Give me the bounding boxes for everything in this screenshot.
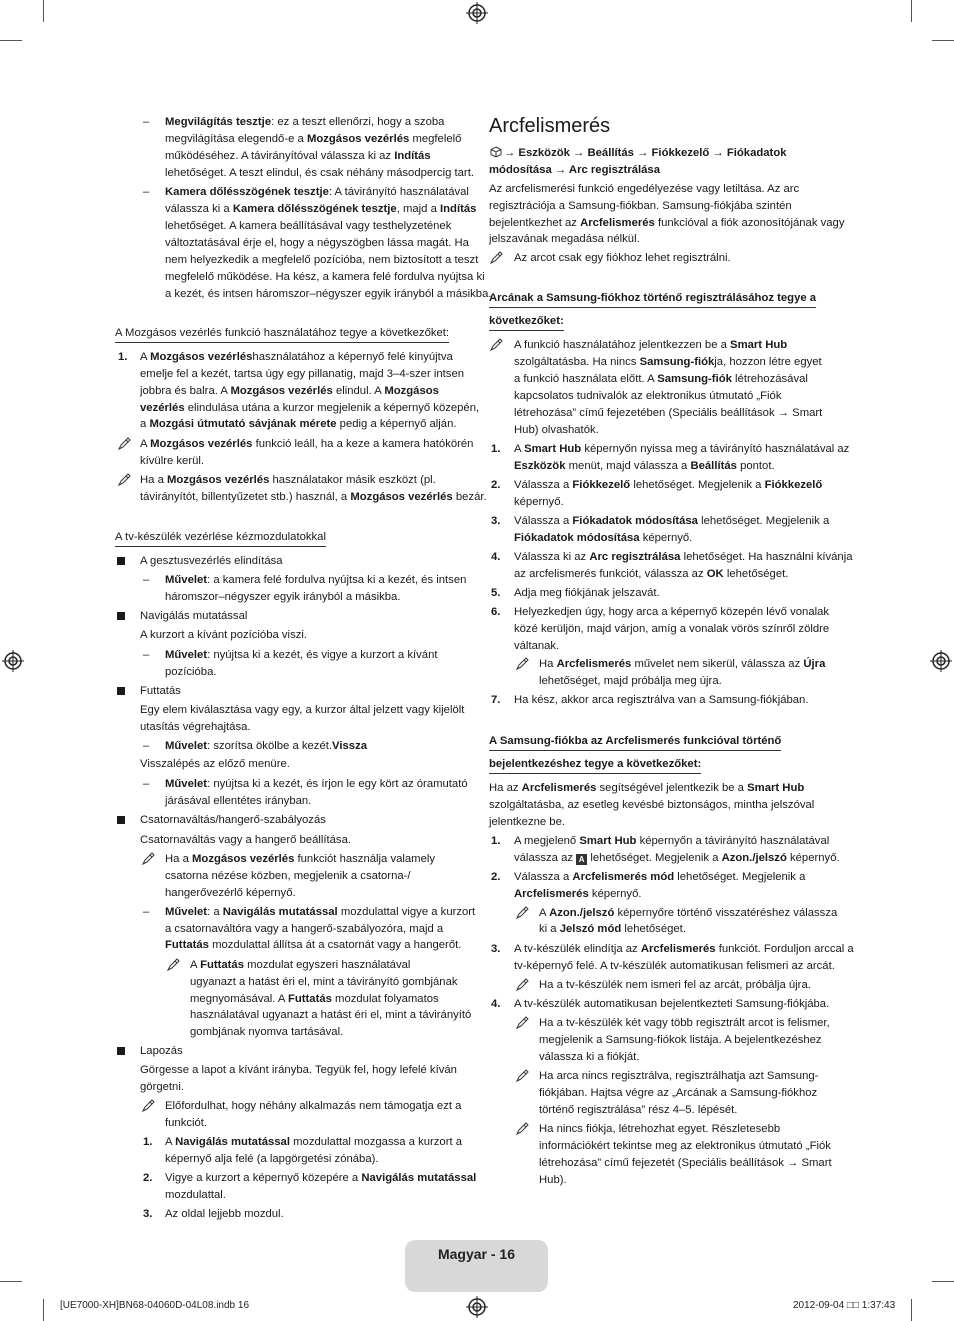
dash: – bbox=[143, 740, 150, 752]
text-line: szolgáltatásba. Ha nincs Samsung-fiókja, hozzon létre egyet bbox=[514, 356, 822, 368]
note-pencil-icon bbox=[166, 958, 180, 972]
text-line: Adja meg fiókjának jelszavát. bbox=[514, 587, 660, 599]
note-pencil-icon bbox=[141, 852, 155, 866]
text-line: Eszközök menüt, majd válassza a Beállítás pontot. bbox=[514, 460, 775, 472]
text-line: ugyanazt a hatást éri el, mint a távirányító gombjának bbox=[190, 976, 458, 988]
text-line: görgetni. bbox=[140, 1081, 184, 1093]
menu-icon bbox=[490, 146, 502, 158]
text-line: a csatornaváltóra vagy a hangerő-szabályozóra, majd a bbox=[165, 923, 444, 935]
text-line: A funkció használatához jelentkezzen be a Smart Hub bbox=[514, 339, 788, 351]
text-line: A Smart Hub képernyőn nyissa meg a távirányító használatával az bbox=[514, 443, 850, 455]
text-line: távirányítót, billentyűzetet stb.) használ, a Mozgásos vezérlés bezár. bbox=[140, 491, 487, 503]
text-line: Fiókadatok módosítása képernyő. bbox=[514, 532, 693, 544]
text-line: A Navigálás mutatással mozdulattal mozgassa a kurzort a bbox=[165, 1136, 463, 1148]
text-line: megnyomásával. A Futtatás mozdulat folyamatos bbox=[190, 993, 439, 1005]
a-button-icon: A bbox=[576, 854, 587, 865]
text-line: kapcsolatos tudnivalók az elektronikus útmutató „Fiók bbox=[514, 390, 782, 402]
section-heading: A tv-készülék vezérlése kézmozdulatokkal bbox=[115, 529, 326, 547]
text-line: gombjának nyomva tartásával. bbox=[190, 1026, 344, 1038]
left-column bbox=[0, 0, 492, 1240]
text-line: hangerővezérlő képernyő. bbox=[165, 887, 296, 899]
note-pencil-icon bbox=[515, 978, 529, 992]
text-line: Művelet: nyújtsa ki a kezét, és írjon le egy kört az óramutató bbox=[165, 778, 468, 790]
file-info: [UE7000-XH]BN68-04060D-04L08.indb 16 bbox=[60, 1300, 250, 1311]
bullet-square bbox=[117, 612, 125, 620]
text-line: jelentkezne be. bbox=[489, 816, 565, 828]
text-line: Hub). bbox=[539, 1174, 567, 1186]
dash: – bbox=[143, 906, 150, 918]
dash: – bbox=[143, 574, 150, 586]
list-item: Navigálás mutatással bbox=[140, 610, 248, 622]
text-line: Az oldal lejjebb mozdul. bbox=[165, 1208, 284, 1220]
text-line: a funkció használata előtt. A Samsung-fiók létrehozásával bbox=[514, 373, 808, 385]
crop-mark bbox=[932, 1281, 954, 1282]
text-line: Válassza a Arcfelismerés mód lehetőséget. Megjelenik a bbox=[514, 871, 806, 883]
text-line: létrehozása” című fejezetét (Speciális beállítások → Smart bbox=[539, 1157, 832, 1169]
step-number: 4. bbox=[491, 551, 501, 563]
text-line: Vigye a kurzort a képernyő közepére a Navigálás mutatással bbox=[165, 1172, 477, 1184]
step-number: 1. bbox=[118, 351, 128, 363]
section-heading: következőket: bbox=[489, 313, 564, 331]
text-line: Ha Arcfelismerés művelet nem sikerül, válassza az Újra bbox=[539, 658, 826, 670]
text-line: Ha arca nincs regisztrálva, regisztrálhatja azt Samsung- bbox=[539, 1070, 819, 1082]
text-line: a kezét, és intsen háromszor–négyszer egyik irányból a másikba. bbox=[165, 288, 492, 300]
text-line: Válassza ki az Arc regisztrálása lehetőséget. Ha használni kívánja bbox=[514, 551, 853, 563]
section-heading: A Mozgásos vezérlés funkció használatához tegye a következőket: bbox=[115, 325, 449, 343]
menu-path: → Eszközök → Beállítás → Fiókkezelő → Fiókadatok bbox=[504, 147, 787, 159]
text-line: regisztrációja a Samsung-fiókban. Samsung-fiókjába szintén bbox=[489, 200, 792, 212]
text-line: Helyezkedjen úgy, hogy arca a képernyő közepén lévő vonalak bbox=[514, 606, 830, 618]
text-line: Művelet: nyújtsa ki a kezét, és vigye a kurzort a kívánt bbox=[165, 649, 438, 661]
dash: – bbox=[143, 778, 150, 790]
dash: – bbox=[143, 116, 150, 128]
bullet-square bbox=[117, 687, 125, 695]
text-line: emelje fel a kezét, tartsa úgy egy pillanatig, majd 3–4-szer intsen bbox=[140, 368, 465, 380]
step-number: 5. bbox=[491, 587, 501, 599]
crop-mark bbox=[0, 1281, 22, 1282]
step-number: 3. bbox=[491, 943, 501, 955]
text-line: A megjelenő Smart Hub képernyőn a távirányító használatával bbox=[514, 835, 830, 847]
section-heading: A Samsung-fiókba az Arcfelismerés funkcióval történő bbox=[489, 733, 781, 751]
text-line: Egy elem kiválasztása vagy egy, a kurzor által jelzett vagy kijelölt bbox=[140, 704, 465, 716]
text-line: létrehozása” című fejezetében (Speciális beállítások → Smart bbox=[514, 407, 823, 419]
text-line: válassza ki a Kamera dőlésszögének tesztje, majd a Indítás bbox=[165, 203, 477, 215]
note-pencil-icon bbox=[117, 473, 131, 487]
text-line: utasítás végrehajtása. bbox=[140, 721, 251, 733]
text-line: A Azon./jelszó képernyőre történő visszatéréshez válassza bbox=[539, 907, 838, 919]
note-pencil-icon bbox=[141, 1099, 155, 1113]
text-line: Arcfelismerés képernyő. bbox=[514, 888, 642, 900]
registration-mark-icon bbox=[466, 1296, 488, 1318]
text-line: A tv-készülék automatikusan bejelentkezteti Samsung-fiókjába. bbox=[514, 998, 830, 1010]
text-line: működéséhez. A távirányítóval válassza ki az Indítás bbox=[165, 150, 431, 162]
text-line: Az arcfelismerési funkció engedélyezése vagy letiltása. Az arc bbox=[489, 183, 800, 195]
text-line: lehetőséget. A kamera beállításával vagy testhelyzetének bbox=[165, 220, 452, 232]
text-line: Hub) olvashatók. bbox=[514, 424, 599, 436]
text-line: megfelelő működése. Ha kész, a kamera felé fordulva nyújtsa ki bbox=[165, 271, 485, 283]
list-item: A gesztusvezérlés elindítása bbox=[140, 555, 283, 567]
text-line: információkért tekintse meg az elektronikus útmutató „Fiók bbox=[539, 1140, 831, 1152]
text-line: A tv-készülék elindítja az Arcfelismerés funkciót. Forduljon arccal a bbox=[514, 943, 854, 955]
text-line: Válassza a Fiókkezelő lehetőséget. Megjelenik a Fiókkezelő bbox=[514, 479, 823, 491]
step-number: 2. bbox=[143, 1172, 153, 1184]
text-line: A Mozgásos vezérléshasználatához a képernyő felé kinyújtva bbox=[140, 351, 453, 363]
step-number: 1. bbox=[143, 1136, 153, 1148]
step-number: 1. bbox=[491, 835, 501, 847]
text-line: Ha a tv-készülék két vagy több regisztrált arcot is felismer, bbox=[539, 1017, 830, 1029]
text-line: funkciót. bbox=[165, 1117, 208, 1129]
text-line: lehetőséget, majd próbálja meg újra. bbox=[539, 675, 722, 687]
text-line: Az arcot csak egy fiókhoz lehet regisztrálni. bbox=[514, 252, 731, 264]
text-line: Ha nincs fiókja, létrehozhat egyet. Részletesebb bbox=[539, 1123, 781, 1135]
text-line: képernyő alja felé (a lapgörgetési zónába). bbox=[165, 1153, 379, 1165]
date-info: 2012-09-04 □□ 1:37:43 bbox=[793, 1300, 896, 1311]
text-line: kívülre kerül. bbox=[140, 455, 205, 467]
text-line: fiókjában. Hajtsa végre az „Arcának a Samsung-fiókhoz bbox=[539, 1087, 818, 1099]
step-number: 3. bbox=[143, 1208, 153, 1220]
section-heading: bejelentkezéshez tegye a következőket: bbox=[489, 756, 701, 774]
section-heading: Arcának a Samsung-fiókhoz történő regisztrálásához tegye a bbox=[489, 290, 816, 308]
text-line: A kurzort a kívánt pozícióba viszi. bbox=[140, 629, 308, 641]
list-item: Lapozás bbox=[140, 1045, 183, 1057]
text-line: Művelet: a kamera felé fordulva nyújtsa ki a kezét, és intsen bbox=[165, 574, 467, 586]
right-column bbox=[477, 0, 954, 1240]
note-pencil-icon bbox=[515, 1122, 529, 1136]
text-line: nem helyezkedik a megfelelő pozícióba, nem biztosított a teszt bbox=[165, 254, 479, 266]
step-number: 7. bbox=[491, 694, 501, 706]
crop-mark bbox=[43, 1299, 44, 1321]
text-line: váltanak. bbox=[514, 640, 560, 652]
dash: – bbox=[143, 186, 150, 198]
bullet-square bbox=[117, 557, 125, 565]
note-pencil-icon bbox=[515, 657, 529, 671]
text-line: mozdulattal. bbox=[165, 1189, 226, 1201]
text-line: bejelentkezhet az Arcfelismerés funkcióval a fiók azonosítójának vagy bbox=[489, 217, 845, 229]
text-line: Ha a Mozgásos vezérlés funkciót használja valamely bbox=[165, 853, 436, 865]
text-line: Visszalépés az előző menüre. bbox=[140, 758, 290, 770]
text-line: használatával ugyanazt a hatást éri el, mint a távirányító bbox=[190, 1009, 472, 1021]
text-line: képernyő. bbox=[514, 496, 564, 508]
text-line: Csatornaváltás vagy a hangerő beállítása. bbox=[140, 834, 352, 846]
menu-path: módosítása → Arc regisztrálása bbox=[489, 164, 660, 176]
text-line: pozícióba. bbox=[165, 666, 217, 678]
note-pencil-icon bbox=[489, 338, 503, 352]
text-line: jelszavának megadása nélkül. bbox=[489, 233, 640, 245]
text-line: háromszor–négyszer egyik irányból a másikba. bbox=[165, 591, 401, 603]
page-title: Arcfelismerés bbox=[489, 115, 611, 137]
note-pencil-icon bbox=[515, 906, 529, 920]
step-number: 2. bbox=[491, 871, 501, 883]
text-line: közé kerüljön, majd várjon, amíg a vonalak vörös színről zöldre bbox=[514, 623, 830, 635]
text-line: Válassza a Fiókadatok módosítása lehetőséget. Megjelenik a bbox=[514, 515, 830, 527]
list-item: Csatornaváltás/hangerő-szabályozás bbox=[140, 814, 326, 826]
step-number: 4. bbox=[491, 998, 501, 1010]
text-line: Futtatás mozdulattal állítsa át a csatornát vagy a hangerőt. bbox=[165, 939, 462, 951]
page-number-label: Magyar - 16 bbox=[437, 1246, 516, 1262]
text-line: A Mozgásos vezérlés funkció leáll, ha a keze a kamera hatókörén bbox=[140, 438, 474, 450]
text-line: vezérlés elindulása utána a kurzor megjelenik a képernyő közepén, bbox=[140, 402, 480, 414]
crop-mark bbox=[911, 1299, 912, 1321]
text-line: változtatásával érje el, hogy a négyszögben lássa magát. Ha bbox=[165, 237, 469, 249]
bullet-square bbox=[117, 816, 125, 824]
step-number: 1. bbox=[491, 443, 501, 455]
step-number: 2. bbox=[491, 479, 501, 491]
text-line: lehetőséget. A teszt elindul, és csak néhány másodpercig tart. bbox=[165, 167, 474, 179]
text-line: ki a Jelszó mód lehetőséget. bbox=[539, 923, 686, 935]
text-line: történő regisztrálása” rész 4–5. lépését. bbox=[539, 1104, 738, 1116]
text-line: Kamera dőlésszögének tesztje: A távirányító használatával bbox=[165, 186, 469, 198]
text-line: Görgesse a lapot a kívánt irányba. Tegyük fel, hogy lefelé kíván bbox=[140, 1064, 457, 1076]
text-line: Ha a Mozgásos vezérlés használatakor másik eszközt (pl. bbox=[140, 474, 436, 486]
text-line: Előfordulhat, hogy néhány alkalmazás nem támogatja ezt a bbox=[165, 1100, 462, 1112]
text-line: Megvilágítás tesztje: ez a teszt ellenőrzi, hogy a szoba bbox=[165, 116, 445, 128]
text-line: Művelet: a Navigálás mutatással mozdulattal vigye a kurzort bbox=[165, 906, 476, 918]
dash: – bbox=[143, 649, 150, 661]
text-line: megvilágítása elegendő-e a Mozgásos vezérlés megfelelő bbox=[165, 133, 462, 145]
note-pencil-icon bbox=[117, 437, 131, 451]
text-line: válassza ki a fiókját. bbox=[539, 1051, 640, 1063]
text-line: válassza az A lehetőséget. Megjelenik a Azon./jelszó képernyő. bbox=[514, 852, 840, 864]
note-pencil-icon bbox=[515, 1069, 529, 1083]
bullet-square bbox=[117, 1047, 125, 1055]
text-line: járásával ellentétes irányban. bbox=[165, 795, 312, 807]
text-line: A Futtatás mozdulat egyszeri használatával bbox=[190, 959, 411, 971]
text-line: jobbra és balra. A Mozgásos vezérlés elindul. A Mozgásos bbox=[140, 385, 439, 397]
text-line: az arcfelismerés funkciót, válassza az OK lehetőséget. bbox=[514, 568, 789, 580]
text-line: Ha a tv-készülék nem ismeri fel az arcát, próbálja újra. bbox=[539, 979, 811, 991]
step-number: 6. bbox=[491, 606, 501, 618]
note-pencil-icon bbox=[515, 1016, 529, 1030]
text-line: Művelet: szorítsa ökölbe a kezét.Vissza bbox=[165, 740, 367, 752]
note-pencil-icon bbox=[489, 251, 503, 265]
text-line: megjelenik a Samsung-fiókok listája. A bejelentkezéshez bbox=[539, 1034, 822, 1046]
text-line: a Mozgási útmutató sávjának mérete pedig a képernyő alján. bbox=[140, 418, 457, 430]
text-line: csatorna nézése közben, megjelenik a csatorna-/ bbox=[165, 870, 411, 882]
text-line: tv-képernyő felé. A tv-készülék automatikusan felismeri az arcát. bbox=[514, 960, 835, 972]
step-number: 3. bbox=[491, 515, 501, 527]
text-line: Ha kész, akkor arca regisztrálva van a Samsung-fiókjában. bbox=[514, 694, 809, 706]
text-line: Ha az Arcfelismerés segítségével jelentkezik be a Smart Hub bbox=[489, 782, 805, 794]
list-item: Futtatás bbox=[140, 685, 181, 697]
text-line: szolgáltatásba, az esetleg kevésbé biztonságos, mintha jelszóval bbox=[489, 799, 815, 811]
